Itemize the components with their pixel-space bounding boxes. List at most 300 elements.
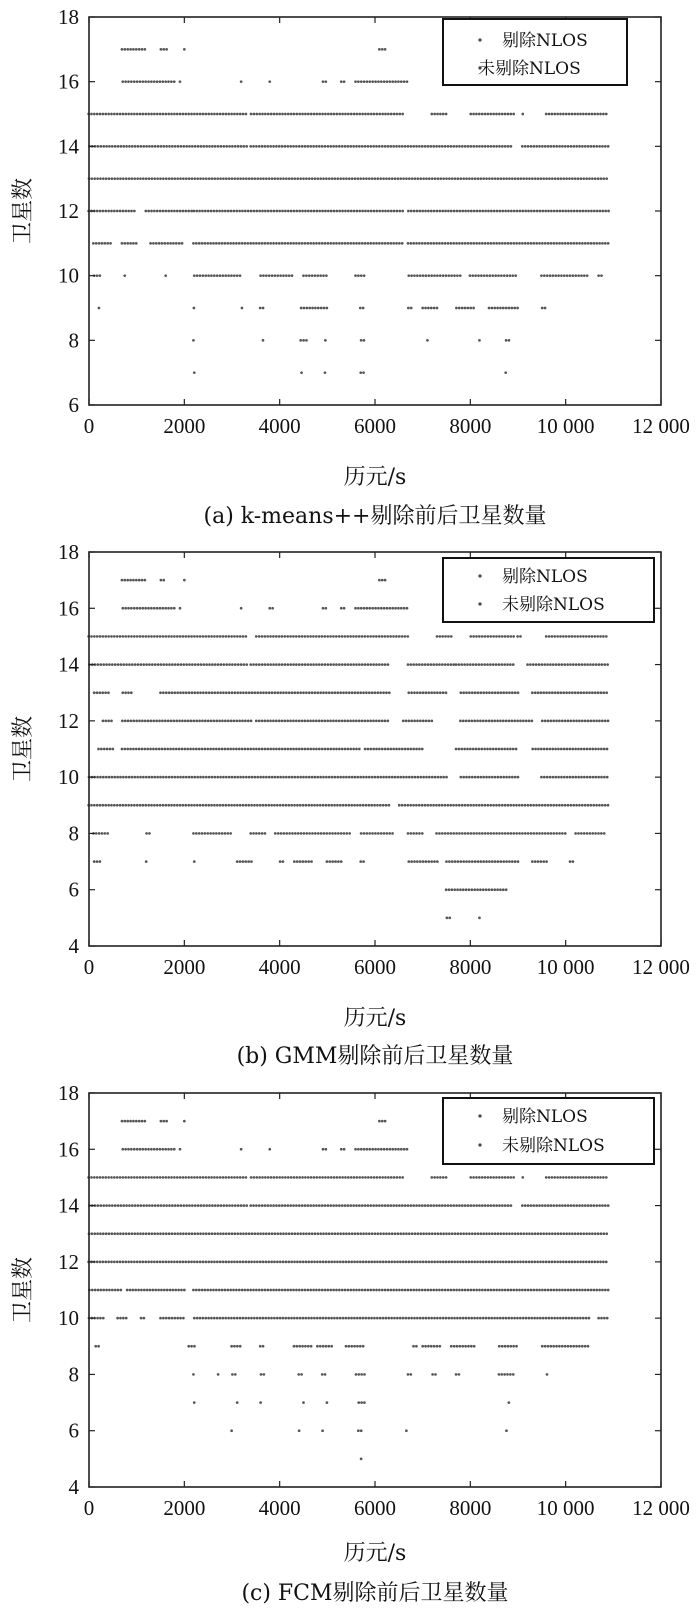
chart-c-point xyxy=(404,1289,407,1292)
chart-b-point xyxy=(221,748,224,751)
chart-c-point xyxy=(364,1204,367,1207)
chart-a-point xyxy=(491,307,494,310)
chart-c-caption: (c) FCM剔除前后卫星数量 xyxy=(241,1581,509,1606)
chart-b-point xyxy=(605,635,608,638)
chart-b-point xyxy=(501,804,504,807)
chart-a-point xyxy=(241,242,244,245)
chart-b-point xyxy=(386,720,389,723)
chart-c-point xyxy=(393,1176,396,1179)
chart-b-point xyxy=(182,635,185,638)
chart-b-point xyxy=(505,776,508,779)
chart-c-point xyxy=(160,1120,163,1123)
chart-b-point xyxy=(363,832,366,835)
chart-c-point xyxy=(360,1429,363,1432)
chart-b-point xyxy=(135,748,138,751)
chart-c-point xyxy=(199,1261,202,1264)
chart-b-point xyxy=(265,776,268,779)
chart-a-point xyxy=(264,210,267,213)
chart-c-point xyxy=(196,1317,199,1320)
chart-c-point xyxy=(447,1204,450,1207)
chart-b-point xyxy=(502,720,505,723)
chart-c-point xyxy=(550,1204,553,1207)
chart-c-point xyxy=(105,1289,108,1292)
chart-b-point xyxy=(126,579,129,582)
chart-a-point xyxy=(315,113,318,116)
chart-b-point xyxy=(165,691,168,694)
chart-b-point xyxy=(580,832,583,835)
chart-c-point xyxy=(581,1289,584,1292)
chart-a-point xyxy=(455,307,458,310)
chart-c-point xyxy=(322,1232,325,1235)
chart-b-point xyxy=(397,776,400,779)
chart-c-point xyxy=(128,1204,131,1207)
chart-b-point xyxy=(139,804,142,807)
chart-b-point xyxy=(201,832,204,835)
chart-b-point xyxy=(164,748,167,751)
chart-c-point xyxy=(504,1176,507,1179)
chart-c-point xyxy=(370,1176,373,1179)
chart-a-point xyxy=(290,113,293,116)
chart-b-point xyxy=(324,720,327,723)
chart-c-point xyxy=(508,1232,511,1235)
chart-a-point xyxy=(293,210,296,213)
chart-a-point xyxy=(183,48,186,51)
chart-b-point xyxy=(277,832,280,835)
chart-b-point xyxy=(144,635,147,638)
chart-a-point xyxy=(150,210,153,213)
chart-c-point xyxy=(318,1204,321,1207)
chart-c-y-tick-label: 16 xyxy=(58,1137,79,1162)
chart-c-point xyxy=(562,1176,565,1179)
chart-c-point xyxy=(296,1317,299,1320)
chart-a-point xyxy=(591,113,594,116)
chart-c-point xyxy=(287,1176,290,1179)
chart-c-point xyxy=(495,1204,498,1207)
chart-b-point xyxy=(367,663,370,666)
chart-c-y-tick-label: 12 xyxy=(58,1249,79,1274)
chart-a-point xyxy=(590,210,593,213)
chart-c-point xyxy=(234,1232,237,1235)
chart-b-point xyxy=(525,720,528,723)
chart-b-point xyxy=(597,832,600,835)
chart-b-point xyxy=(409,804,412,807)
chart-b-point xyxy=(458,832,461,835)
chart-a-point xyxy=(327,210,330,213)
chart-a-point xyxy=(497,274,500,277)
chart-a-point xyxy=(541,145,544,148)
chart-c-point xyxy=(252,1289,255,1292)
chart-c-point xyxy=(202,1204,205,1207)
chart-b-point xyxy=(403,607,406,610)
chart-a-point xyxy=(319,274,322,277)
chart-c-point xyxy=(384,1176,387,1179)
chart-b-point xyxy=(398,635,401,638)
chart-b-point xyxy=(407,832,410,835)
chart-b-point xyxy=(432,804,435,807)
chart-a-point xyxy=(324,242,327,245)
chart-b-point xyxy=(557,691,560,694)
chart-a-y-tick-label: 18 xyxy=(58,5,79,29)
chart-c-point xyxy=(562,1317,565,1320)
chart-b-point xyxy=(90,635,93,638)
chart-a-point xyxy=(178,242,181,245)
chart-a-point xyxy=(319,177,322,180)
chart-c-point xyxy=(489,1176,492,1179)
chart-c-point xyxy=(394,1232,397,1235)
chart-b-point xyxy=(436,635,439,638)
chart-c-point xyxy=(312,1289,315,1292)
chart-b-point xyxy=(117,663,120,666)
chart-b-point xyxy=(375,748,378,751)
chart-b-point xyxy=(364,635,367,638)
chart-b-x-tick-label: 2000 xyxy=(163,955,206,979)
chart-c-point xyxy=(406,1148,409,1151)
chart-c-point xyxy=(365,1261,368,1264)
chart-c-point xyxy=(395,1289,398,1292)
chart-c-point xyxy=(274,1232,277,1235)
chart-b-point xyxy=(412,663,415,666)
chart-a-point xyxy=(596,113,599,116)
chart-b-point xyxy=(590,720,593,723)
chart-a-point xyxy=(501,242,504,245)
chart-a-point xyxy=(573,113,576,116)
chart-c-point xyxy=(242,1261,245,1264)
chart-b-point xyxy=(385,804,388,807)
chart-c-point xyxy=(160,1289,163,1292)
chart-b-point xyxy=(318,720,321,723)
chart-b-point xyxy=(212,832,215,835)
chart-a-point xyxy=(311,307,314,310)
chart-b-point xyxy=(482,720,485,723)
chart-c-point xyxy=(264,1317,267,1320)
chart-c-point xyxy=(478,1176,481,1179)
chart-a-point xyxy=(222,274,225,277)
chart-b-point xyxy=(345,776,348,779)
chart-b-point xyxy=(287,804,290,807)
chart-a-point xyxy=(578,242,581,245)
chart-c-point xyxy=(431,1232,434,1235)
chart-a-point xyxy=(134,145,137,148)
chart-c-point xyxy=(192,1289,195,1292)
chart-c-point xyxy=(236,1176,239,1179)
chart-b-point xyxy=(495,748,498,751)
chart-a-point xyxy=(315,145,318,148)
chart-b-point xyxy=(139,607,142,610)
chart-c-point xyxy=(398,1204,401,1207)
chart-c-point xyxy=(436,1317,439,1320)
chart-c-point xyxy=(587,1204,590,1207)
chart-c-point xyxy=(245,1204,248,1207)
chart-a-point xyxy=(512,242,515,245)
chart-b-point xyxy=(383,832,386,835)
chart-a-point xyxy=(105,145,108,148)
chart-b-point xyxy=(508,691,511,694)
chart-c-point xyxy=(249,1289,252,1292)
chart-c-point xyxy=(376,1317,379,1320)
chart-c-point xyxy=(585,1261,588,1264)
chart-b-point xyxy=(498,804,501,807)
chart-a-point xyxy=(329,145,332,148)
chart-a-point xyxy=(490,210,493,213)
chart-b-point xyxy=(279,860,282,863)
chart-c-point xyxy=(266,1289,269,1292)
chart-c-point xyxy=(305,1232,308,1235)
chart-b-point xyxy=(575,804,578,807)
chart-c-point xyxy=(302,1232,305,1235)
chart-a-point xyxy=(304,242,307,245)
chart-a-point xyxy=(242,145,245,148)
chart-a-point xyxy=(156,113,159,116)
chart-b-point xyxy=(435,804,438,807)
chart-b-point xyxy=(237,663,240,666)
chart-b-point xyxy=(125,776,128,779)
chart-a-point xyxy=(162,145,165,148)
chart-b-point xyxy=(346,720,349,723)
chart-a-point xyxy=(520,177,523,180)
chart-c-point xyxy=(121,1120,124,1123)
chart-b-point xyxy=(430,720,433,723)
chart-a-point xyxy=(378,242,381,245)
chart-c-point xyxy=(491,1232,494,1235)
chart-c-point xyxy=(236,1345,239,1348)
chart-a-point xyxy=(269,242,272,245)
chart-b-point xyxy=(485,776,488,779)
chart-a-point xyxy=(341,242,344,245)
chart-a-point xyxy=(110,210,113,213)
chart-c-point xyxy=(554,1232,557,1235)
chart-c-point xyxy=(242,1232,245,1235)
chart-b-point xyxy=(298,748,301,751)
chart-a-point xyxy=(540,274,543,277)
chart-c-point xyxy=(336,1176,339,1179)
chart-b-point xyxy=(156,607,159,610)
chart-a-point xyxy=(433,113,436,116)
chart-b-point xyxy=(308,832,311,835)
chart-b-point xyxy=(170,804,173,807)
chart-b-point xyxy=(337,832,340,835)
chart-b-point xyxy=(427,860,430,863)
chart-c-point xyxy=(333,1317,336,1320)
chart-a-point xyxy=(392,145,395,148)
chart-b-point xyxy=(465,720,468,723)
chart-b-point xyxy=(269,748,272,751)
chart-b-point xyxy=(543,748,546,751)
chart-c-x-tick-label: 10 000 xyxy=(536,1496,595,1520)
chart-b-point xyxy=(388,776,391,779)
chart-b-point xyxy=(258,635,261,638)
chart-b-point xyxy=(362,691,365,694)
chart-b-point xyxy=(291,776,294,779)
chart-b-point xyxy=(378,635,381,638)
chart-c-point xyxy=(461,1345,464,1348)
chart-a-point xyxy=(601,242,604,245)
chart-c-point xyxy=(282,1232,285,1235)
chart-c-point xyxy=(233,1345,236,1348)
chart-c-point xyxy=(409,1289,412,1292)
chart-b-point xyxy=(108,776,111,779)
chart-a-point xyxy=(234,177,237,180)
chart-c-point xyxy=(469,1176,472,1179)
chart-a-point xyxy=(359,371,362,374)
chart-b-point xyxy=(285,691,288,694)
chart-b-point xyxy=(132,579,135,582)
chart-b-point xyxy=(458,748,461,751)
chart-a-point xyxy=(269,145,272,148)
chart-a-point xyxy=(424,145,427,148)
chart-c-point xyxy=(479,1317,482,1320)
chart-b-point xyxy=(174,663,177,666)
chart-b-point xyxy=(304,635,307,638)
chart-c-point xyxy=(485,1317,488,1320)
chart-b-point xyxy=(484,832,487,835)
chart-b-point xyxy=(418,663,421,666)
chart-b-point xyxy=(448,860,451,863)
chart-b-point xyxy=(319,776,322,779)
chart-b-point xyxy=(137,663,140,666)
chart-b-point xyxy=(231,691,234,694)
chart-c-point xyxy=(402,1232,405,1235)
chart-c-point xyxy=(208,1232,211,1235)
chart-c-point xyxy=(190,1345,193,1348)
chart-b-point xyxy=(433,860,436,863)
chart-b-x-tick-label: 4000 xyxy=(258,955,301,979)
chart-b-point xyxy=(377,832,380,835)
chart-c-point xyxy=(251,1232,254,1235)
chart-a-point xyxy=(293,113,296,116)
chart-c-point xyxy=(167,1176,170,1179)
chart-b-point xyxy=(155,748,158,751)
chart-b-point xyxy=(286,663,289,666)
chart-c-point xyxy=(193,1176,196,1179)
chart-a-point xyxy=(467,307,470,310)
chart-c-point xyxy=(330,1345,333,1348)
chart-c-point xyxy=(125,1317,128,1320)
chart-c-point xyxy=(417,1232,420,1235)
chart-a-point xyxy=(434,177,437,180)
chart-a-point xyxy=(107,113,110,116)
chart-a-point xyxy=(233,210,236,213)
chart-b-point xyxy=(535,663,538,666)
chart-a-point xyxy=(507,113,510,116)
chart-c-point xyxy=(425,1317,428,1320)
chart-c-point xyxy=(444,1289,447,1292)
chart-c-point xyxy=(296,1261,299,1264)
chart-b-point xyxy=(444,832,447,835)
chart-b-point xyxy=(448,888,451,891)
chart-a-point xyxy=(180,145,183,148)
chart-a-point xyxy=(285,274,288,277)
chart-b-point xyxy=(190,804,193,807)
chart-b-point xyxy=(374,691,377,694)
chart-b-point xyxy=(569,748,572,751)
chart-a-point xyxy=(194,145,197,148)
chart-b-point xyxy=(129,748,132,751)
chart-b-point xyxy=(574,748,577,751)
chart-b-point xyxy=(315,635,318,638)
chart-c-point xyxy=(584,1204,587,1207)
chart-b-point xyxy=(113,635,116,638)
chart-b-point xyxy=(538,663,541,666)
chart-a-point xyxy=(268,177,271,180)
chart-b-point xyxy=(379,691,382,694)
chart-a-point xyxy=(436,113,439,116)
chart-b-point xyxy=(214,663,217,666)
chart-c-point xyxy=(321,1204,324,1207)
chart-a-point xyxy=(167,210,170,213)
chart-c-point xyxy=(434,1373,437,1376)
chart-c-point xyxy=(475,1176,478,1179)
chart-b-point xyxy=(589,663,592,666)
chart-a-point xyxy=(164,210,167,213)
chart-b-point xyxy=(503,663,506,666)
chart-a-point xyxy=(133,113,136,116)
chart-c-point xyxy=(533,1317,536,1320)
chart-c-point xyxy=(464,1289,467,1292)
chart-b-point xyxy=(288,776,291,779)
chart-a-point xyxy=(548,113,551,116)
chart-b-point xyxy=(302,804,305,807)
chart-a-point xyxy=(561,145,564,148)
chart-c-point xyxy=(548,1317,551,1320)
chart-a-point xyxy=(598,242,601,245)
chart-a-point xyxy=(478,339,481,342)
chart-b-point xyxy=(577,748,580,751)
chart-c-point xyxy=(528,1261,531,1264)
chart-c-point xyxy=(96,1317,99,1320)
chart-c-point xyxy=(445,1317,448,1320)
chart-a-point xyxy=(554,274,557,277)
chart-b-point xyxy=(455,748,458,751)
chart-a-point xyxy=(294,177,297,180)
chart-c-point xyxy=(172,1289,175,1292)
chart-b-point xyxy=(408,776,411,779)
chart-b-point xyxy=(450,832,453,835)
chart-c-point xyxy=(200,1204,203,1207)
chart-a-point xyxy=(544,242,547,245)
chart-a-point xyxy=(541,242,544,245)
chart-a-point xyxy=(532,242,535,245)
chart-b-point xyxy=(566,776,569,779)
chart-c-point xyxy=(239,1345,242,1348)
chart-c-point xyxy=(324,1317,327,1320)
chart-c-point xyxy=(262,1345,265,1348)
chart-b-point xyxy=(293,860,296,863)
chart-c-point xyxy=(522,1232,525,1235)
chart-b-point xyxy=(415,832,418,835)
chart-a-point xyxy=(259,274,262,277)
chart-a-point xyxy=(504,242,507,245)
chart-a-point xyxy=(216,113,219,116)
chart-b-point xyxy=(592,804,595,807)
chart-c-point xyxy=(552,1289,555,1292)
chart-c-point xyxy=(439,1261,442,1264)
chart-c-point xyxy=(359,1317,362,1320)
chart-a-point xyxy=(103,242,106,245)
chart-a-point xyxy=(228,177,231,180)
chart-b-point xyxy=(502,776,505,779)
chart-c-point xyxy=(377,1232,380,1235)
chart-c-point xyxy=(219,1176,222,1179)
chart-a-point xyxy=(384,210,387,213)
chart-b-point xyxy=(264,663,267,666)
chart-b-point xyxy=(450,663,453,666)
chart-b-point xyxy=(384,748,387,751)
chart-b-point xyxy=(182,804,185,807)
chart-b-point xyxy=(540,663,543,666)
chart-c-point xyxy=(360,1148,363,1151)
chart-a-point xyxy=(481,242,484,245)
chart-b-point xyxy=(216,776,219,779)
